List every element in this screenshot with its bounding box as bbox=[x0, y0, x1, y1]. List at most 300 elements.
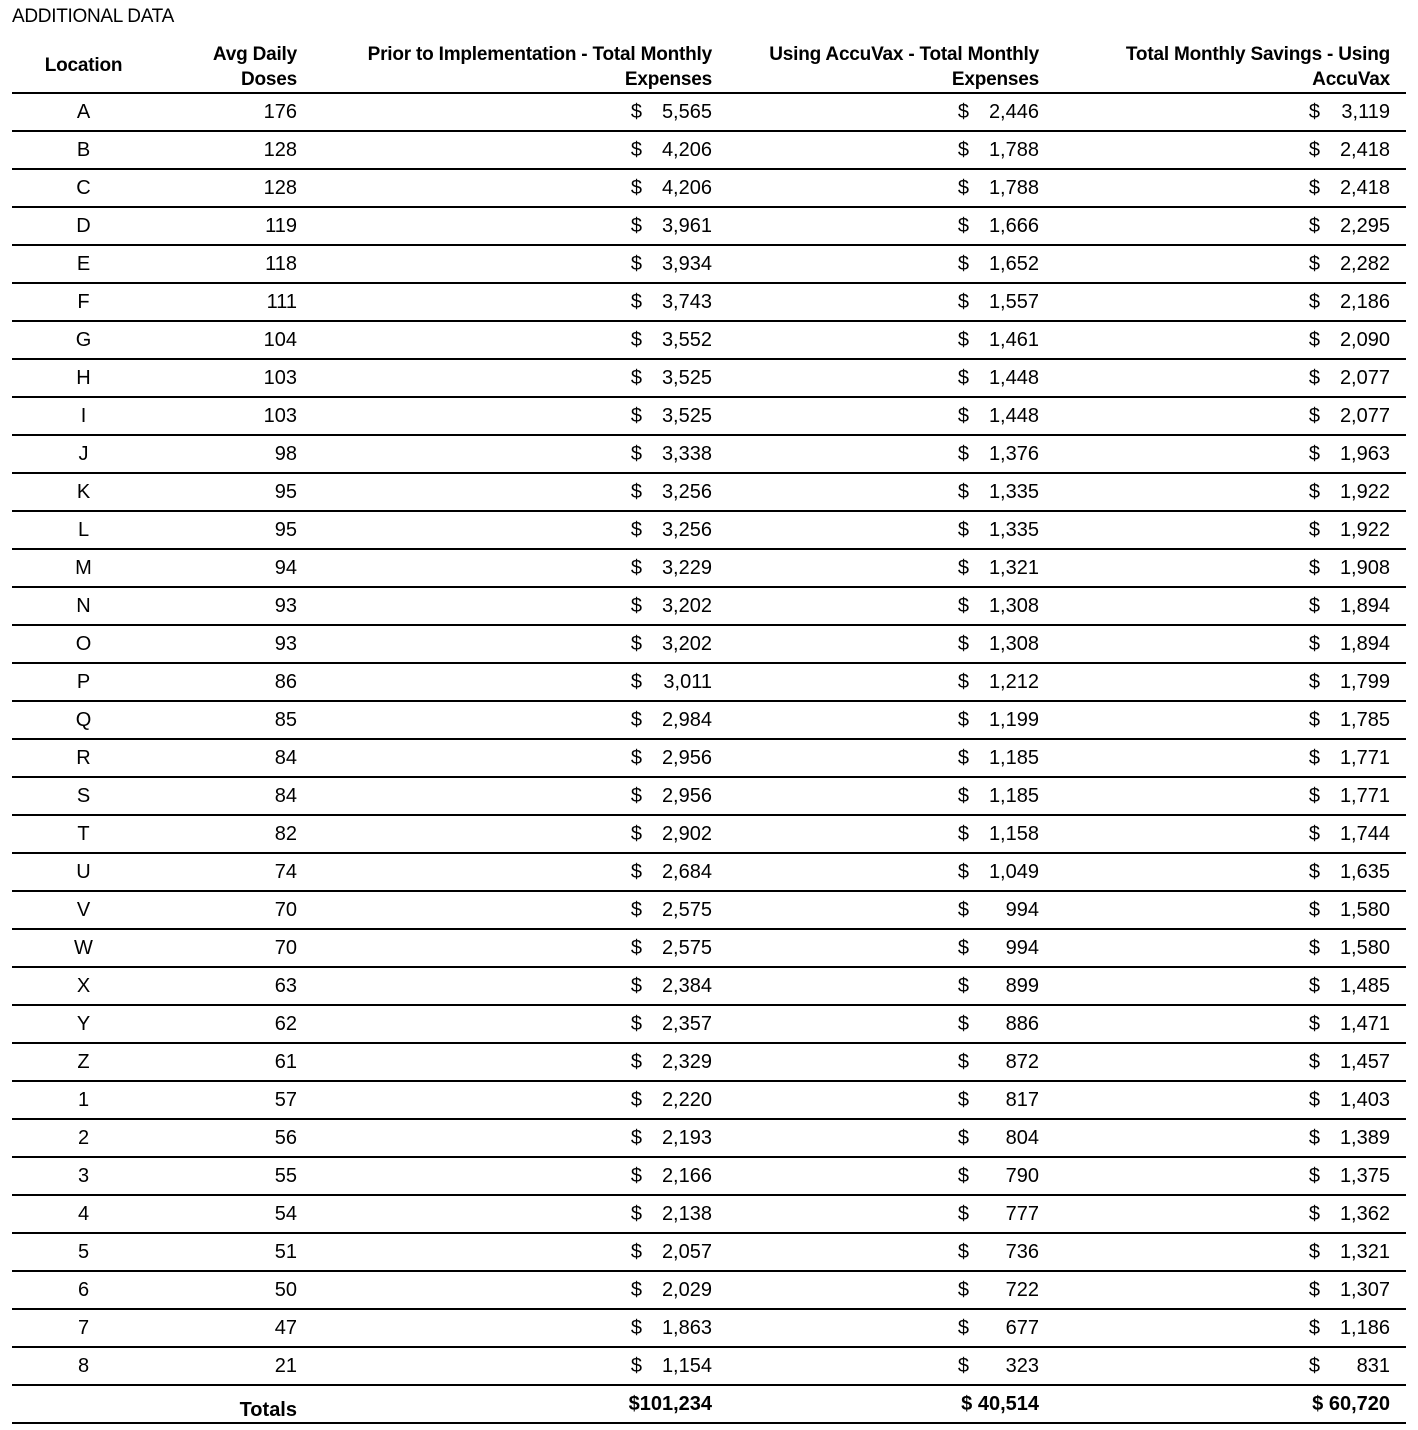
currency-symbol: $ bbox=[1308, 708, 1320, 731]
amount: 1,580 bbox=[1339, 898, 1390, 921]
table-row bbox=[12, 207, 1406, 245]
currency-symbol: $ bbox=[1308, 1354, 1320, 1377]
currency-symbol: $ bbox=[1308, 1316, 1320, 1339]
amount: 2,186 bbox=[1339, 290, 1390, 313]
amount: 2,138 bbox=[661, 1202, 712, 1225]
currency-symbol: $ bbox=[630, 214, 642, 237]
currency-symbol: $ bbox=[1308, 860, 1320, 883]
table-row bbox=[12, 1309, 1406, 1347]
table-row bbox=[12, 435, 1406, 473]
totals-prior: $101,234 bbox=[313, 1385, 728, 1423]
amount: 3,011 bbox=[663, 670, 712, 693]
amount: 1,863 bbox=[661, 1316, 712, 1339]
currency-symbol: $ bbox=[630, 1126, 642, 1149]
amount: 323 bbox=[1005, 1354, 1039, 1377]
currency-symbol: $ bbox=[1308, 366, 1320, 389]
amount: 994 bbox=[1005, 936, 1039, 959]
amount: 2,384 bbox=[661, 974, 712, 997]
amount: 2,282 bbox=[1339, 252, 1390, 275]
cell-prior-expenses bbox=[313, 435, 728, 473]
amount: 790 bbox=[1005, 1164, 1039, 1187]
cell-accuvax-expenses bbox=[728, 1005, 1055, 1043]
header-location: Location bbox=[12, 38, 155, 93]
table-row bbox=[12, 1157, 1406, 1195]
amount: 1,307 bbox=[1339, 1278, 1390, 1301]
amount: 3,961 bbox=[661, 214, 712, 237]
cell-savings bbox=[1055, 1043, 1406, 1081]
amount: 1,199 bbox=[988, 708, 1039, 731]
cell-savings bbox=[1055, 739, 1406, 777]
currency-symbol: $ bbox=[630, 442, 642, 465]
cell-prior-expenses bbox=[313, 1081, 728, 1119]
currency-symbol: $ bbox=[1308, 214, 1320, 237]
amount: 1,308 bbox=[988, 594, 1039, 617]
cell-location: D bbox=[12, 207, 155, 245]
cell-prior-expenses bbox=[313, 891, 728, 929]
amount: 1,799 bbox=[1339, 670, 1390, 693]
header-avg-doses-line1: Avg Daily bbox=[212, 44, 297, 65]
cell-avg-doses: 62 bbox=[155, 1005, 313, 1043]
currency-symbol: $ bbox=[957, 1278, 969, 1301]
currency-symbol: $ bbox=[957, 1240, 969, 1263]
currency-symbol: $ bbox=[1308, 1202, 1320, 1225]
cell-avg-doses: 128 bbox=[155, 169, 313, 207]
cell-accuvax-expenses bbox=[728, 169, 1055, 207]
amount: 2,956 bbox=[661, 746, 712, 769]
cell-savings bbox=[1055, 131, 1406, 169]
cell-accuvax-expenses bbox=[728, 435, 1055, 473]
cell-savings bbox=[1055, 207, 1406, 245]
cell-avg-doses: 93 bbox=[155, 587, 313, 625]
amount: 1,321 bbox=[1339, 1240, 1390, 1263]
cell-accuvax-expenses bbox=[728, 321, 1055, 359]
cell-location: 7 bbox=[12, 1309, 155, 1347]
amount: 3,256 bbox=[661, 518, 712, 541]
amount: 2,357 bbox=[661, 1012, 712, 1035]
amount: 2,684 bbox=[661, 860, 712, 883]
amount: 2,329 bbox=[661, 1050, 712, 1073]
cell-avg-doses: 103 bbox=[155, 359, 313, 397]
cell-avg-doses: 104 bbox=[155, 321, 313, 359]
cell-savings bbox=[1055, 245, 1406, 283]
currency-symbol: $ bbox=[957, 746, 969, 769]
currency-symbol: $ bbox=[630, 936, 642, 959]
sheet-title: ADDITIONAL DATA bbox=[12, 6, 174, 27]
currency-symbol: $ bbox=[630, 328, 642, 351]
amount: 1,635 bbox=[1339, 860, 1390, 883]
amount: 777 bbox=[1005, 1202, 1039, 1225]
amount: 1,403 bbox=[1339, 1088, 1390, 1111]
cell-location: M bbox=[12, 549, 155, 587]
cell-avg-doses: 82 bbox=[155, 815, 313, 853]
currency-symbol: $ bbox=[1308, 328, 1320, 351]
currency-symbol: $ bbox=[957, 670, 969, 693]
cell-prior-expenses bbox=[313, 853, 728, 891]
cell-prior-expenses bbox=[313, 511, 728, 549]
currency-symbol: $ bbox=[957, 860, 969, 883]
cell-accuvax-expenses bbox=[728, 397, 1055, 435]
amount: 2,446 bbox=[988, 100, 1039, 123]
amount: 1,485 bbox=[1339, 974, 1390, 997]
currency-symbol: $ bbox=[957, 936, 969, 959]
header-row bbox=[12, 38, 1406, 93]
amount: 1,894 bbox=[1339, 594, 1390, 617]
cell-avg-doses: 51 bbox=[155, 1233, 313, 1271]
table-row bbox=[12, 1233, 1406, 1271]
cell-savings bbox=[1055, 397, 1406, 435]
currency-symbol: $ bbox=[957, 518, 969, 541]
cell-savings bbox=[1055, 435, 1406, 473]
cell-accuvax-expenses bbox=[728, 359, 1055, 397]
cell-accuvax-expenses bbox=[728, 625, 1055, 663]
cell-avg-doses: 74 bbox=[155, 853, 313, 891]
currency-symbol: $ bbox=[1308, 670, 1320, 693]
amount: 3,202 bbox=[661, 632, 712, 655]
cell-location: A bbox=[12, 93, 155, 131]
cell-savings bbox=[1055, 967, 1406, 1005]
amount: 1,154 bbox=[661, 1354, 712, 1377]
amount: 2,984 bbox=[661, 708, 712, 731]
cell-avg-doses: 84 bbox=[155, 739, 313, 777]
cell-avg-doses: 21 bbox=[155, 1347, 313, 1385]
amount: 2,193 bbox=[661, 1126, 712, 1149]
cell-savings bbox=[1055, 663, 1406, 701]
currency-symbol: $ bbox=[630, 556, 642, 579]
cell-prior-expenses bbox=[313, 777, 728, 815]
currency-symbol: $ bbox=[957, 1164, 969, 1187]
cell-prior-expenses bbox=[313, 929, 728, 967]
amount: 899 bbox=[1005, 974, 1039, 997]
cell-location: G bbox=[12, 321, 155, 359]
cell-location: O bbox=[12, 625, 155, 663]
cell-location: R bbox=[12, 739, 155, 777]
table-row bbox=[12, 397, 1406, 435]
amount: 2,956 bbox=[661, 784, 712, 807]
currency-symbol: $ bbox=[630, 252, 642, 275]
cell-avg-doses: 95 bbox=[155, 473, 313, 511]
cell-savings bbox=[1055, 169, 1406, 207]
currency-symbol: $ bbox=[630, 366, 642, 389]
currency-symbol: $ bbox=[957, 404, 969, 427]
totals-empty-cell bbox=[12, 1385, 155, 1423]
totals-label: Totals bbox=[155, 1385, 313, 1423]
cell-prior-expenses bbox=[313, 131, 728, 169]
table-row bbox=[12, 1347, 1406, 1385]
currency-symbol: $ bbox=[957, 898, 969, 921]
totals-savings: $ 60,720 bbox=[1055, 1385, 1406, 1423]
cell-location: P bbox=[12, 663, 155, 701]
table-row bbox=[12, 169, 1406, 207]
cell-avg-doses: 119 bbox=[155, 207, 313, 245]
cell-savings bbox=[1055, 777, 1406, 815]
cell-prior-expenses bbox=[313, 283, 728, 321]
currency-symbol: $ bbox=[957, 480, 969, 503]
cell-avg-doses: 111 bbox=[155, 283, 313, 321]
currency-symbol: $ bbox=[957, 1354, 969, 1377]
amount: 677 bbox=[1005, 1316, 1039, 1339]
table-row bbox=[12, 359, 1406, 397]
amount: 831 bbox=[1356, 1354, 1390, 1377]
currency-symbol: $ bbox=[1308, 936, 1320, 959]
amount: 3,525 bbox=[661, 366, 712, 389]
cell-savings bbox=[1055, 815, 1406, 853]
currency-symbol: $ bbox=[1308, 822, 1320, 845]
cell-accuvax-expenses bbox=[728, 131, 1055, 169]
cell-location: 8 bbox=[12, 1347, 155, 1385]
amount: 1,308 bbox=[988, 632, 1039, 655]
amount: 3,256 bbox=[661, 480, 712, 503]
currency-symbol: $ bbox=[1308, 1278, 1320, 1301]
cell-location: T bbox=[12, 815, 155, 853]
currency-symbol: $ bbox=[630, 1164, 642, 1187]
cell-accuvax-expenses bbox=[728, 663, 1055, 701]
currency-symbol: $ bbox=[630, 480, 642, 503]
cell-avg-doses: 70 bbox=[155, 929, 313, 967]
amount: 1,788 bbox=[988, 138, 1039, 161]
cell-savings bbox=[1055, 1195, 1406, 1233]
table-row bbox=[12, 1119, 1406, 1157]
cell-location: V bbox=[12, 891, 155, 929]
amount: 3,552 bbox=[661, 328, 712, 351]
cell-savings bbox=[1055, 511, 1406, 549]
amount: 1,321 bbox=[988, 556, 1039, 579]
currency-symbol: $ bbox=[630, 746, 642, 769]
amount: 3,229 bbox=[661, 556, 712, 579]
currency-symbol: $ bbox=[630, 708, 642, 731]
cell-location: J bbox=[12, 435, 155, 473]
currency-symbol: $ bbox=[1308, 480, 1320, 503]
cell-savings bbox=[1055, 1081, 1406, 1119]
cell-avg-doses: 176 bbox=[155, 93, 313, 131]
cell-savings bbox=[1055, 853, 1406, 891]
table-row bbox=[12, 245, 1406, 283]
cell-savings bbox=[1055, 625, 1406, 663]
amount: 1,894 bbox=[1339, 632, 1390, 655]
cell-savings bbox=[1055, 93, 1406, 131]
currency-symbol: $ bbox=[630, 1316, 642, 1339]
amount: 1,389 bbox=[1339, 1126, 1390, 1149]
table-row bbox=[12, 967, 1406, 1005]
cell-prior-expenses bbox=[313, 815, 728, 853]
header-savings bbox=[1055, 38, 1406, 93]
amount: 736 bbox=[1005, 1240, 1039, 1263]
table-row bbox=[12, 777, 1406, 815]
currency-symbol: $ bbox=[957, 594, 969, 617]
cell-accuvax-expenses bbox=[728, 93, 1055, 131]
currency-symbol: $ bbox=[630, 404, 642, 427]
totals-accuvax: $ 40,514 bbox=[728, 1385, 1055, 1423]
amount: 1,557 bbox=[988, 290, 1039, 313]
currency-symbol: $ bbox=[1308, 442, 1320, 465]
cell-accuvax-expenses bbox=[728, 587, 1055, 625]
header-savings-line1: Total Monthly Savings - Using bbox=[1125, 44, 1390, 65]
currency-symbol: $ bbox=[1308, 1012, 1320, 1035]
data-table bbox=[12, 38, 1406, 1424]
amount: 2,902 bbox=[661, 822, 712, 845]
cell-savings bbox=[1055, 1271, 1406, 1309]
header-accuvax-line2: Expenses bbox=[951, 69, 1039, 90]
cell-accuvax-expenses bbox=[728, 777, 1055, 815]
cell-location: W bbox=[12, 929, 155, 967]
currency-symbol: $ bbox=[957, 442, 969, 465]
cell-savings bbox=[1055, 891, 1406, 929]
currency-symbol: $ bbox=[630, 860, 642, 883]
currency-symbol: $ bbox=[957, 328, 969, 351]
cell-location: E bbox=[12, 245, 155, 283]
cell-location: 4 bbox=[12, 1195, 155, 1233]
table-row bbox=[12, 549, 1406, 587]
cell-location: C bbox=[12, 169, 155, 207]
currency-symbol: $ bbox=[957, 1316, 969, 1339]
cell-accuvax-expenses bbox=[728, 283, 1055, 321]
header-prior-line2: Expenses bbox=[624, 69, 712, 90]
header-prior-expenses bbox=[313, 38, 728, 93]
currency-symbol: $ bbox=[957, 214, 969, 237]
cell-prior-expenses bbox=[313, 1347, 728, 1385]
amount: 817 bbox=[1005, 1088, 1039, 1111]
cell-avg-doses: 94 bbox=[155, 549, 313, 587]
amount: 1,362 bbox=[1339, 1202, 1390, 1225]
header-avg-doses bbox=[155, 38, 313, 93]
amount: 2,077 bbox=[1339, 404, 1390, 427]
cell-prior-expenses bbox=[313, 397, 728, 435]
cell-accuvax-expenses bbox=[728, 739, 1055, 777]
cell-savings bbox=[1055, 321, 1406, 359]
cell-prior-expenses bbox=[313, 1233, 728, 1271]
cell-accuvax-expenses bbox=[728, 1347, 1055, 1385]
currency-symbol: $ bbox=[1308, 518, 1320, 541]
cell-prior-expenses bbox=[313, 1195, 728, 1233]
table-row bbox=[12, 815, 1406, 853]
cell-savings bbox=[1055, 587, 1406, 625]
cell-accuvax-expenses bbox=[728, 701, 1055, 739]
currency-symbol: $ bbox=[957, 1088, 969, 1111]
cell-location: I bbox=[12, 397, 155, 435]
cell-accuvax-expenses bbox=[728, 207, 1055, 245]
amount: 2,575 bbox=[661, 898, 712, 921]
currency-symbol: $ bbox=[957, 974, 969, 997]
amount: 2,575 bbox=[661, 936, 712, 959]
table-row bbox=[12, 1195, 1406, 1233]
currency-symbol: $ bbox=[1308, 1240, 1320, 1263]
cell-savings bbox=[1055, 1157, 1406, 1195]
cell-prior-expenses bbox=[313, 473, 728, 511]
table-row bbox=[12, 663, 1406, 701]
cell-prior-expenses bbox=[313, 207, 728, 245]
currency-symbol: $ bbox=[630, 898, 642, 921]
amount: 3,743 bbox=[661, 290, 712, 313]
cell-prior-expenses bbox=[313, 587, 728, 625]
amount: 2,295 bbox=[1339, 214, 1390, 237]
cell-accuvax-expenses bbox=[728, 891, 1055, 929]
cell-prior-expenses bbox=[313, 1157, 728, 1195]
cell-avg-doses: 56 bbox=[155, 1119, 313, 1157]
amount: 1,186 bbox=[1339, 1316, 1390, 1339]
currency-symbol: $ bbox=[1308, 404, 1320, 427]
cell-location: S bbox=[12, 777, 155, 815]
cell-prior-expenses bbox=[313, 625, 728, 663]
cell-location: N bbox=[12, 587, 155, 625]
table-row bbox=[12, 891, 1406, 929]
cell-prior-expenses bbox=[313, 1271, 728, 1309]
table-row bbox=[12, 1271, 1406, 1309]
currency-symbol: $ bbox=[1308, 1164, 1320, 1187]
cell-accuvax-expenses bbox=[728, 1157, 1055, 1195]
cell-savings bbox=[1055, 549, 1406, 587]
table-row bbox=[12, 321, 1406, 359]
cell-savings bbox=[1055, 473, 1406, 511]
header-avg-doses-line2: Doses bbox=[240, 69, 297, 90]
cell-accuvax-expenses bbox=[728, 1233, 1055, 1271]
currency-symbol: $ bbox=[1308, 898, 1320, 921]
cell-savings bbox=[1055, 1233, 1406, 1271]
currency-symbol: $ bbox=[630, 1278, 642, 1301]
amount: 886 bbox=[1005, 1012, 1039, 1035]
currency-symbol: $ bbox=[957, 1202, 969, 1225]
table-row bbox=[12, 587, 1406, 625]
currency-symbol: $ bbox=[1308, 1050, 1320, 1073]
cell-avg-doses: 86 bbox=[155, 663, 313, 701]
cell-prior-expenses bbox=[313, 967, 728, 1005]
amount: 1,212 bbox=[988, 670, 1039, 693]
currency-symbol: $ bbox=[630, 632, 642, 655]
amount: 4,206 bbox=[661, 138, 712, 161]
currency-symbol: $ bbox=[1308, 1088, 1320, 1111]
cell-prior-expenses bbox=[313, 169, 728, 207]
amount: 1,335 bbox=[988, 518, 1039, 541]
currency-symbol: $ bbox=[1308, 138, 1320, 161]
cell-prior-expenses bbox=[313, 359, 728, 397]
cell-avg-doses: 61 bbox=[155, 1043, 313, 1081]
header-savings-line2: AccuVax bbox=[1312, 69, 1390, 90]
amount: 2,166 bbox=[661, 1164, 712, 1187]
currency-symbol: $ bbox=[1308, 290, 1320, 313]
cell-savings bbox=[1055, 1309, 1406, 1347]
currency-symbol: $ bbox=[630, 1240, 642, 1263]
currency-symbol: $ bbox=[1308, 176, 1320, 199]
cell-location: Q bbox=[12, 701, 155, 739]
cell-location: 5 bbox=[12, 1233, 155, 1271]
amount: 2,418 bbox=[1339, 138, 1390, 161]
amount: 2,090 bbox=[1339, 328, 1390, 351]
currency-symbol: $ bbox=[957, 176, 969, 199]
cell-savings bbox=[1055, 701, 1406, 739]
cell-avg-doses: 50 bbox=[155, 1271, 313, 1309]
cell-location: H bbox=[12, 359, 155, 397]
amount: 3,119 bbox=[1341, 100, 1390, 123]
currency-symbol: $ bbox=[630, 822, 642, 845]
currency-symbol: $ bbox=[1308, 746, 1320, 769]
table-row bbox=[12, 739, 1406, 777]
currency-symbol: $ bbox=[1308, 594, 1320, 617]
cell-prior-expenses bbox=[313, 701, 728, 739]
cell-location: L bbox=[12, 511, 155, 549]
currency-symbol: $ bbox=[957, 138, 969, 161]
currency-symbol: $ bbox=[1308, 974, 1320, 997]
currency-symbol: $ bbox=[1308, 632, 1320, 655]
amount: 1,963 bbox=[1339, 442, 1390, 465]
currency-symbol: $ bbox=[630, 974, 642, 997]
cell-accuvax-expenses bbox=[728, 473, 1055, 511]
amount: 1,461 bbox=[988, 328, 1039, 351]
amount: 1,666 bbox=[988, 214, 1039, 237]
currency-symbol: $ bbox=[630, 1012, 642, 1035]
amount: 1,448 bbox=[988, 366, 1039, 389]
cell-prior-expenses bbox=[313, 739, 728, 777]
amount: 1,471 bbox=[1339, 1012, 1390, 1035]
amount: 1,580 bbox=[1339, 936, 1390, 959]
currency-symbol: $ bbox=[1308, 556, 1320, 579]
